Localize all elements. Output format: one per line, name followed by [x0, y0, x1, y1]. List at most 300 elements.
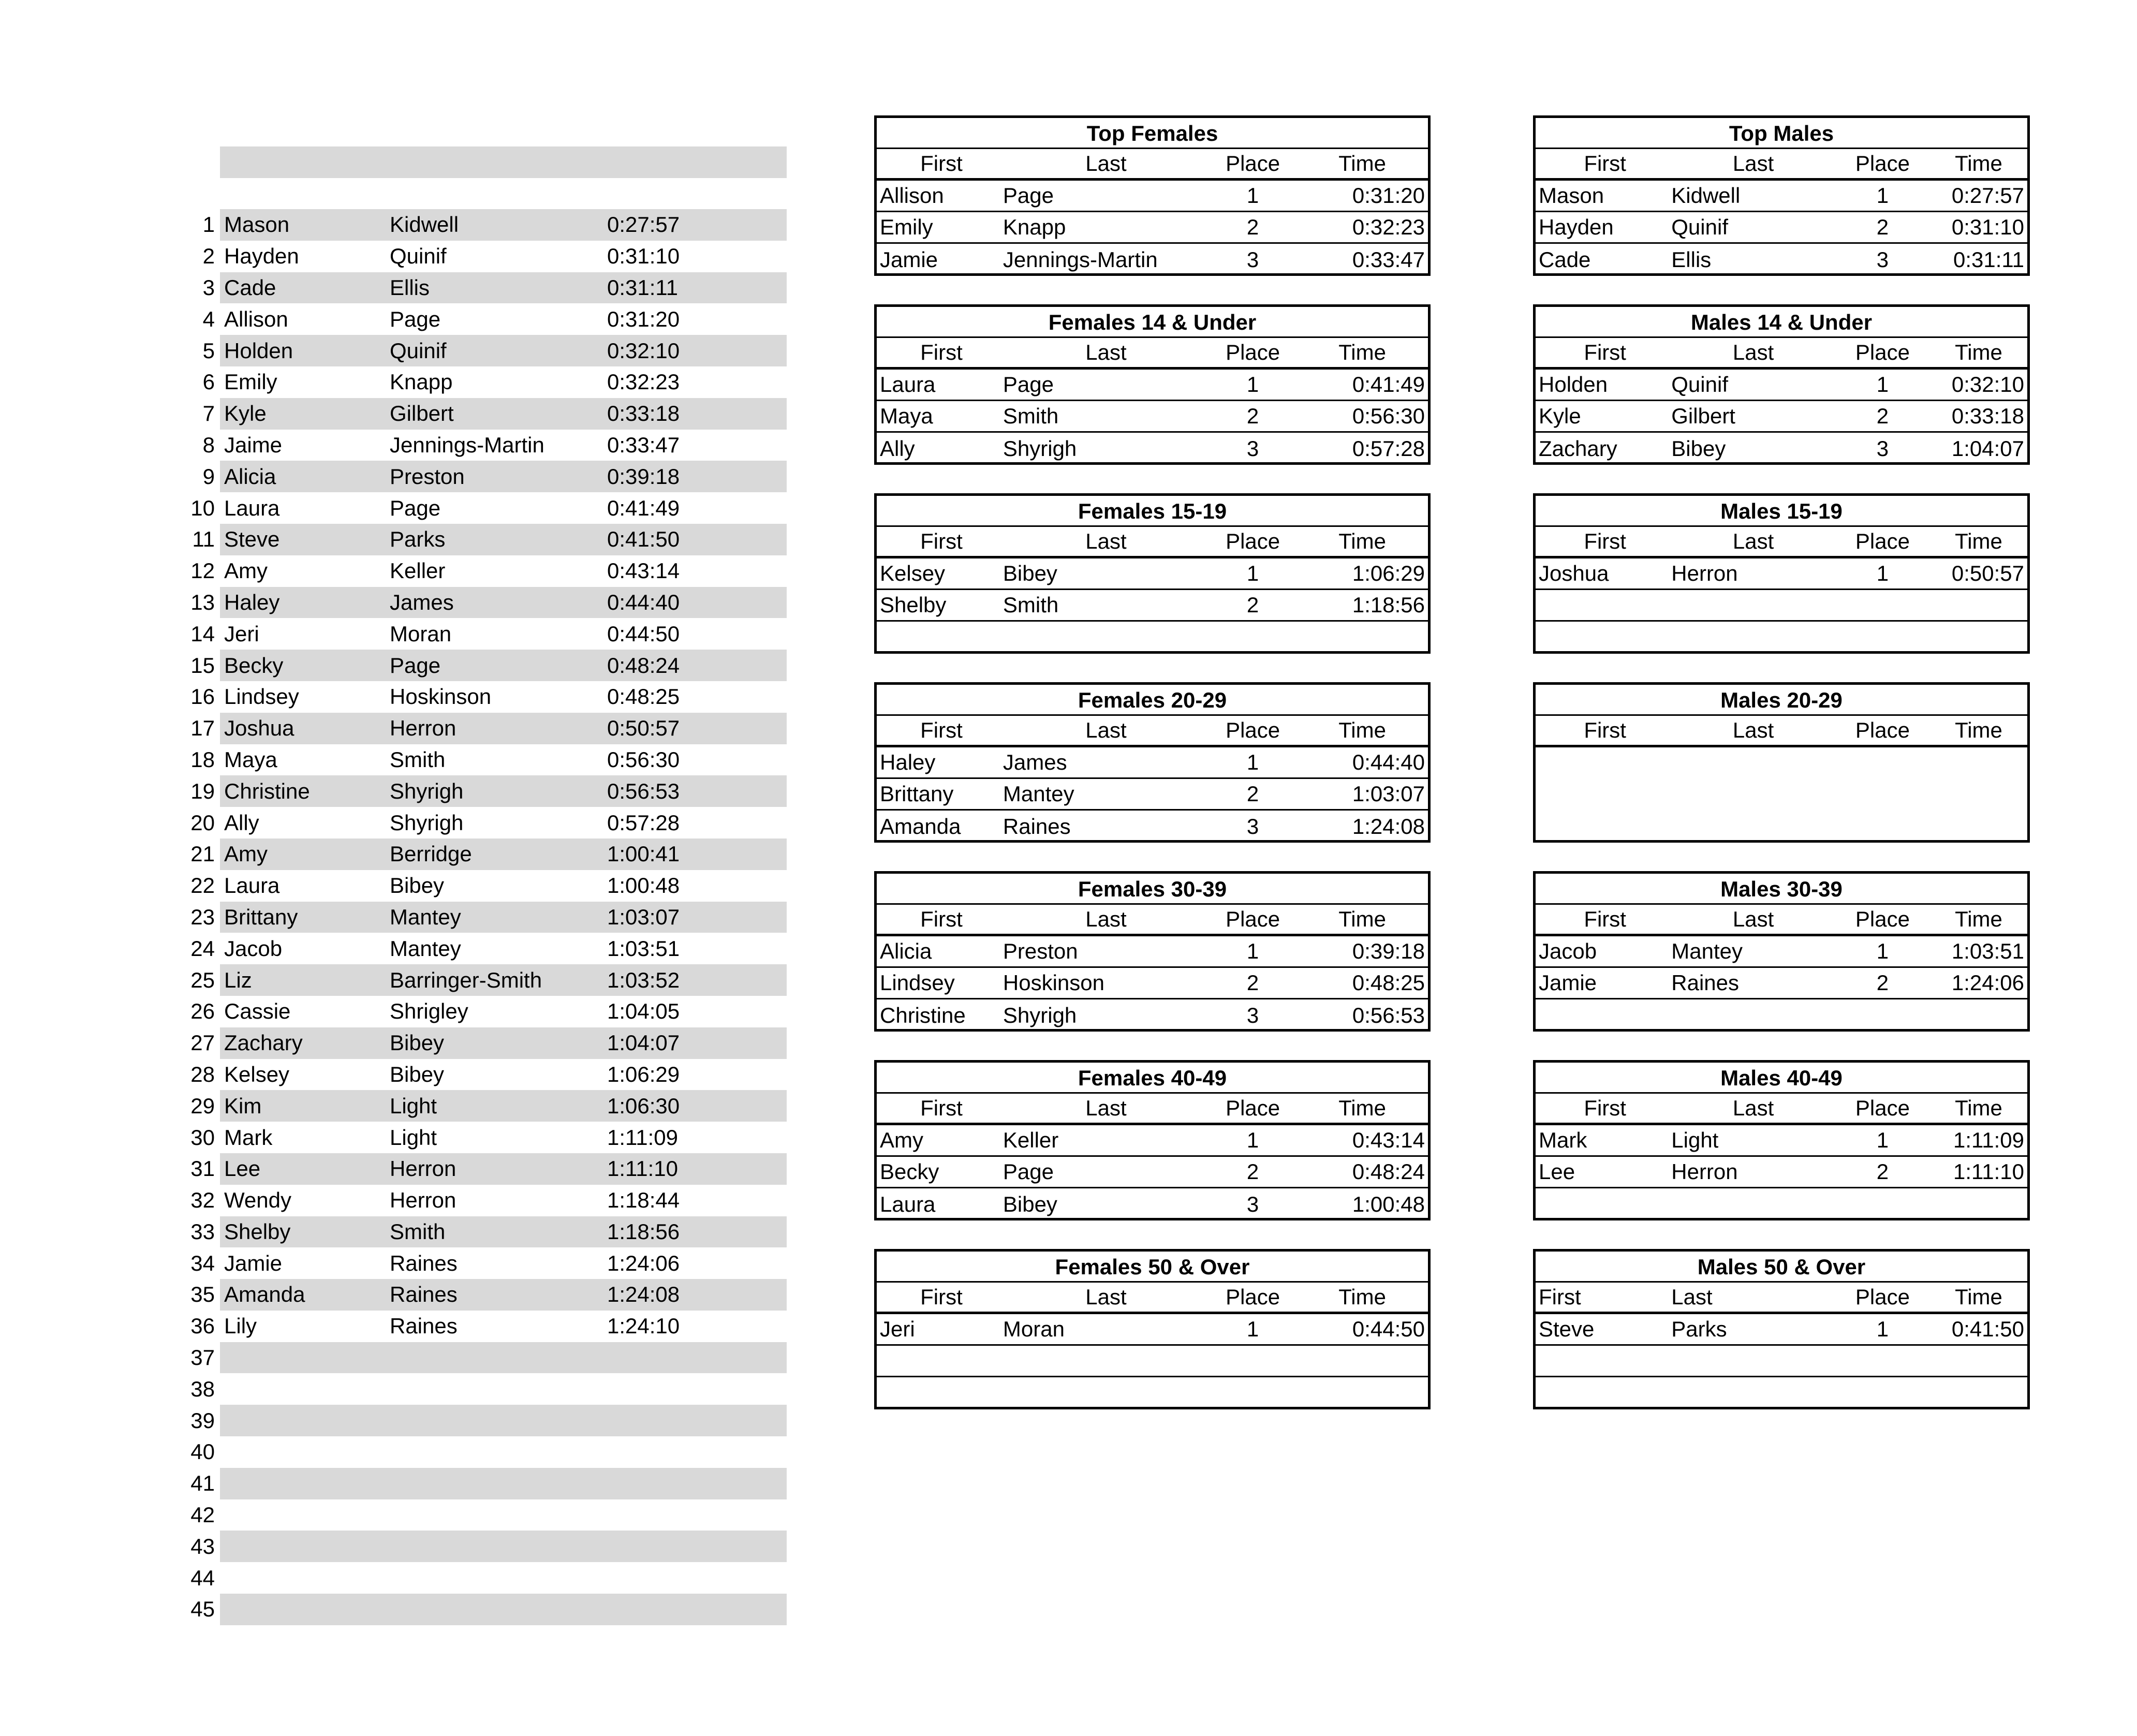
header-last: Last [1732, 151, 1774, 175]
finish-time: 0:41:49 [607, 495, 680, 520]
first-name: Emily [880, 215, 933, 239]
place: 1 [1246, 561, 1259, 585]
finish-time: 0:44:40 [607, 590, 680, 614]
finish-time: 0:27:57 [607, 212, 680, 237]
first-name: Christine [224, 778, 310, 803]
last-name: Shyrigh [390, 810, 464, 835]
category-title: Males 20-29 [1536, 685, 2027, 716]
place-number: 43 [190, 1534, 215, 1558]
place: 1 [1246, 750, 1259, 774]
header-first: First [920, 151, 963, 175]
first-name: Mason [224, 212, 290, 237]
place-number: 25 [190, 967, 215, 992]
table-row [173, 996, 787, 1027]
last-name: Ellis [390, 275, 430, 300]
place-number: 44 [190, 1565, 215, 1590]
table-row [173, 1594, 787, 1625]
last-name: Herron [1671, 561, 1738, 585]
first-name: Amy [880, 1128, 923, 1152]
place-number: 33 [190, 1219, 215, 1244]
last-name: Mantey [390, 904, 461, 929]
header-place: Place [1226, 718, 1280, 742]
header-place: Place [1855, 907, 1910, 931]
table-row [877, 999, 1428, 1031]
header-last: Last [1732, 340, 1774, 364]
last-name: Gilbert [390, 401, 454, 426]
place: 1 [1246, 183, 1259, 208]
finish-time: 0:56:53 [1352, 1003, 1425, 1027]
table-row [173, 272, 787, 304]
table-row [173, 1185, 787, 1216]
table-row [877, 212, 1428, 244]
last-name: Knapp [1003, 215, 1066, 239]
last-name: Quinif [1671, 372, 1728, 396]
finish-time: 0:31:11 [607, 275, 679, 300]
header-time: Time [1955, 718, 2002, 742]
last-name: Herron [390, 1188, 456, 1213]
table-row [1536, 622, 2027, 653]
finish-time: 1:00:41 [607, 842, 680, 866]
first-name: Zachary [1539, 436, 1617, 461]
table-row [173, 241, 787, 272]
table-row [877, 779, 1428, 811]
last-name: Page [390, 495, 441, 520]
category-table [874, 115, 1431, 276]
header-time: Time [1338, 529, 1386, 553]
table-row [1536, 1188, 2027, 1220]
finish-time: 0:44:50 [607, 621, 680, 646]
header-place: Place [1226, 1096, 1280, 1120]
table-row [173, 1216, 787, 1248]
finish-time: 1:24:06 [1951, 970, 2024, 995]
table-row [877, 936, 1428, 968]
header-last: Last [1085, 529, 1127, 553]
place-number: 8 [202, 432, 215, 457]
table-row [877, 747, 1428, 779]
last-name: Keller [390, 558, 446, 583]
category-title: Males 15-19 [1536, 496, 2027, 527]
first-name: Holden [1539, 372, 1608, 396]
finish-time: 1:24:10 [607, 1314, 680, 1338]
header-time: Time [1955, 151, 2002, 175]
place-number: 32 [190, 1188, 215, 1213]
table-row [173, 1122, 787, 1153]
place: 2 [1246, 593, 1259, 617]
table-row [1536, 968, 2027, 999]
place: 3 [1246, 436, 1259, 461]
header-row [1536, 149, 2027, 181]
last-name: Light [390, 1093, 437, 1118]
header-last: Last [1671, 1285, 1713, 1309]
last-name: Berridge [390, 842, 472, 866]
finish-time: 0:41:49 [1352, 372, 1425, 396]
category-title: Males 14 & Under [1536, 307, 2027, 338]
first-name: Kelsey [880, 561, 946, 585]
first-name: Emily [224, 370, 277, 394]
first-name: Jeri [880, 1317, 915, 1341]
place: 2 [1876, 215, 1889, 239]
header-place: Place [1855, 340, 1910, 364]
last-name: Jennings-Martin [390, 432, 544, 457]
table-row [877, 401, 1428, 433]
finish-time: 1:04:05 [607, 999, 680, 1024]
first-name: Jamie [1539, 970, 1597, 995]
last-name: Smith [390, 747, 446, 772]
first-name: Jamie [880, 247, 938, 272]
place-number: 34 [190, 1250, 215, 1275]
place: 3 [1246, 814, 1259, 838]
header-last: Last [1732, 907, 1774, 931]
first-name: Hayden [224, 244, 299, 269]
finish-time: 1:03:52 [607, 967, 680, 992]
place-number: 5 [202, 338, 215, 363]
first-name: Lee [1539, 1159, 1575, 1184]
first-name: Jacob [1539, 939, 1597, 963]
table-row [173, 902, 787, 933]
header-last: Last [1732, 1096, 1774, 1120]
header-first: First [920, 1096, 963, 1120]
last-name: Herron [390, 716, 456, 741]
place-number: 31 [190, 1156, 215, 1181]
place: 3 [1246, 1191, 1259, 1216]
place-number: 36 [190, 1314, 215, 1338]
place-number: 28 [190, 1062, 215, 1086]
header-row [1536, 716, 2027, 747]
place-number: 19 [190, 778, 215, 803]
place: 2 [1876, 970, 1889, 995]
finish-time: 1:24:08 [1352, 814, 1425, 838]
table-row [173, 1405, 787, 1436]
table-row [1536, 212, 2027, 244]
header-last: Last [1085, 718, 1127, 742]
place-number: 2 [202, 244, 215, 269]
finish-time: 1:00:48 [607, 873, 680, 898]
header-first: First [1539, 1285, 1581, 1309]
table-row [877, 1377, 1428, 1409]
first-name: Jamie [224, 1250, 283, 1275]
header-place: Place [1855, 151, 1910, 175]
table-row [173, 1059, 787, 1091]
last-name: Bibey [390, 1062, 445, 1086]
table-row [173, 870, 787, 902]
last-name: Page [1003, 372, 1054, 396]
place: 2 [1246, 215, 1259, 239]
finish-time: 0:48:24 [607, 653, 680, 678]
header-time: Time [1955, 529, 2002, 553]
last-name: Quinif [390, 244, 447, 269]
header-row [877, 149, 1428, 181]
header-row [877, 905, 1428, 936]
first-name: Kelsey [224, 1062, 290, 1086]
table-row [173, 366, 787, 398]
table-row [173, 744, 787, 776]
header-row [877, 338, 1428, 370]
last-name: James [1003, 750, 1067, 774]
table-row [1536, 181, 2027, 212]
finish-time: 1:18:44 [607, 1188, 680, 1213]
first-name: Kim [224, 1093, 262, 1118]
place-number: 16 [190, 684, 215, 709]
header-last: Last [1085, 1285, 1127, 1309]
first-name: Shelby [880, 593, 947, 617]
place: 3 [1876, 436, 1889, 461]
header-first: First [1584, 907, 1626, 931]
finish-time: 0:43:14 [607, 558, 680, 583]
place-number: 4 [202, 306, 215, 331]
table-row [173, 650, 787, 681]
category-table [1533, 304, 2030, 465]
category-table [1533, 115, 2030, 276]
category-title: Males 40-49 [1536, 1063, 2027, 1094]
first-name: Amanda [224, 1282, 305, 1307]
last-name: Raines [390, 1314, 458, 1338]
category-table [874, 493, 1431, 654]
first-name: Mason [1539, 183, 1604, 208]
category-table [1533, 871, 2030, 1032]
last-name: Keller [1003, 1128, 1059, 1152]
header-last: Last [1085, 340, 1127, 364]
place: 2 [1246, 1159, 1259, 1184]
finish-time: 1:04:07 [607, 1031, 680, 1055]
table-row [173, 524, 787, 555]
finish-time: 1:04:07 [1951, 436, 2024, 461]
table-row [173, 1153, 787, 1185]
last-name: Bibey [1003, 1191, 1057, 1216]
table-row [1536, 433, 2027, 464]
table-row [877, 1346, 1428, 1377]
place-number: 22 [190, 873, 215, 898]
header-place: Place [1855, 1285, 1910, 1309]
finish-time: 0:31:20 [607, 306, 680, 331]
table-row [173, 461, 787, 492]
first-name: Brittany [880, 782, 954, 806]
first-name: Hayden [1539, 215, 1614, 239]
finish-time: 1:03:51 [607, 936, 680, 961]
finish-time: 0:32:23 [1352, 215, 1425, 239]
last-name: James [390, 590, 454, 614]
first-name: Lindsey [224, 684, 299, 709]
last-name: Bibey [390, 873, 445, 898]
first-name: Lee [224, 1156, 261, 1181]
first-name: Laura [880, 1191, 936, 1216]
table-row [173, 964, 787, 996]
category-table [1533, 1060, 2030, 1220]
place: 1 [1876, 1317, 1889, 1341]
place-number: 21 [190, 842, 215, 866]
category-table [1533, 1249, 2030, 1409]
finish-time: 1:06:30 [607, 1093, 680, 1118]
finish-time: 0:41:50 [607, 527, 680, 552]
table-row [173, 1342, 787, 1374]
category-title: Females 40-49 [877, 1063, 1428, 1094]
finish-time: 0:50:57 [607, 716, 680, 741]
place-number: 12 [190, 558, 215, 583]
table-row [173, 1247, 787, 1279]
header-row [1536, 527, 2027, 558]
first-name: Alicia [224, 464, 276, 489]
first-name: Shelby [224, 1219, 291, 1244]
category-title: Females 30-39 [877, 874, 1428, 905]
first-name: Mark [1539, 1128, 1587, 1152]
first-name: Jeri [224, 621, 259, 646]
table-row [173, 1562, 787, 1594]
table-row [173, 555, 787, 587]
first-name: Amy [224, 842, 268, 866]
table-row [173, 1090, 787, 1122]
table-row [877, 181, 1428, 212]
finish-time: 1:11:10 [1953, 1159, 2024, 1184]
place: 1 [1246, 939, 1259, 963]
place: 1 [1246, 1128, 1259, 1152]
last-name: Raines [1671, 970, 1740, 995]
first-name: Liz [224, 967, 252, 992]
place-number: 17 [190, 716, 215, 741]
table-row [877, 1157, 1428, 1188]
table-row [877, 622, 1428, 653]
place-number: 6 [202, 370, 215, 394]
finish-time: 0:31:20 [1352, 183, 1425, 208]
header-time: Time [1338, 907, 1386, 931]
category-table [874, 682, 1431, 843]
place: 2 [1876, 1159, 1889, 1184]
table-row [877, 590, 1428, 622]
place: 1 [1876, 1128, 1889, 1152]
last-name: Kidwell [390, 212, 459, 237]
finish-time: 0:44:50 [1352, 1317, 1425, 1341]
finish-time: 0:39:18 [1352, 939, 1425, 963]
place-number: 37 [190, 1345, 215, 1370]
last-name: Herron [1671, 1159, 1738, 1184]
table-row [173, 838, 787, 870]
header-first: First [920, 907, 963, 931]
table-row [1536, 1125, 2027, 1157]
finish-time: 0:50:57 [1951, 561, 2024, 585]
last-name: Mantey [1671, 939, 1743, 963]
finish-time: 1:11:10 [607, 1156, 679, 1181]
finish-time: 0:57:28 [1352, 436, 1425, 461]
table-row [173, 1468, 787, 1499]
finish-time: 0:57:28 [607, 810, 680, 835]
category-title: Males 30-39 [1536, 874, 2027, 905]
finish-time: 0:31:11 [1953, 247, 2024, 272]
last-name: Light [390, 1125, 437, 1150]
table-row [877, 811, 1428, 842]
last-name: Hoskinson [1003, 970, 1104, 995]
last-name: Bibey [1671, 436, 1726, 461]
place-number: 3 [202, 275, 215, 300]
place-number: 7 [202, 401, 215, 426]
last-name: Page [1003, 183, 1054, 208]
last-name: Gilbert [1671, 404, 1735, 428]
place: 3 [1246, 1003, 1259, 1027]
category-table [874, 304, 1431, 465]
place-number: 26 [190, 999, 215, 1024]
finish-time: 0:56:30 [1352, 404, 1425, 428]
place-number: 41 [190, 1471, 215, 1496]
place-number: 15 [190, 653, 215, 678]
finish-time: 0:56:30 [607, 747, 680, 772]
table-row [1536, 590, 2027, 622]
header-row [1536, 338, 2027, 370]
last-name: Quinif [1671, 215, 1728, 239]
category-title: Females 20-29 [877, 685, 1428, 716]
header-first: First [1584, 340, 1626, 364]
finish-time: 1:18:56 [607, 1219, 680, 1244]
place-number: 38 [190, 1376, 215, 1401]
header-first: First [1584, 529, 1626, 553]
header-place: Place [1226, 151, 1280, 175]
header-time: Time [1338, 151, 1386, 175]
header-first: First [920, 340, 963, 364]
finish-time: 1:06:29 [607, 1062, 680, 1086]
last-name: Shyrigh [1003, 1003, 1077, 1027]
table-row [877, 1125, 1428, 1157]
first-name: Joshua [224, 716, 294, 741]
place-number: 18 [190, 747, 215, 772]
last-name: Barringer-Smith [390, 967, 542, 992]
header-first: First [1584, 1096, 1626, 1120]
place: 3 [1876, 247, 1889, 272]
first-name: Becky [880, 1159, 939, 1184]
finish-time: 0:48:25 [1352, 970, 1425, 995]
place-number: 13 [190, 590, 215, 614]
last-name: Smith [1003, 404, 1059, 428]
first-name: Laura [224, 873, 280, 898]
first-name: Holden [224, 338, 293, 363]
last-name: Preston [1003, 939, 1078, 963]
last-name: Shrigley [390, 999, 468, 1024]
finish-time: 0:33:47 [1352, 247, 1425, 272]
first-name: Mark [224, 1125, 273, 1150]
place-number: 24 [190, 936, 215, 961]
first-name: Laura [224, 495, 280, 520]
header-time: Time [1955, 1096, 2002, 1120]
header-time: Time [1338, 1096, 1386, 1120]
table-row [173, 775, 787, 807]
category-title: Top Females [877, 118, 1428, 149]
finish-time: 0:32:10 [607, 338, 680, 363]
first-name: Becky [224, 653, 284, 678]
place: 1 [1876, 939, 1889, 963]
table-row [877, 1314, 1428, 1346]
first-name: Maya [880, 404, 933, 428]
list-header-band [220, 146, 787, 178]
last-name: Herron [390, 1156, 456, 1181]
table-row [1536, 1314, 2027, 1346]
header-row [1536, 1283, 2027, 1314]
last-name: Bibey [1003, 561, 1057, 585]
first-name: Laura [880, 372, 936, 396]
first-name: Joshua [1539, 561, 1609, 585]
table-row [173, 1531, 787, 1562]
finish-time: 0:43:14 [1352, 1128, 1425, 1152]
finish-time: 0:56:53 [607, 778, 680, 803]
first-name: Cade [224, 275, 276, 300]
category-table [1533, 682, 2030, 843]
first-name: Christine [880, 1003, 966, 1027]
category-table [874, 1060, 1431, 1220]
place-number: 14 [190, 621, 215, 646]
last-name: Jennings-Martin [1003, 247, 1158, 272]
header-row [1536, 1094, 2027, 1125]
finish-time: 1:06:29 [1352, 561, 1425, 585]
header-row [877, 527, 1428, 558]
first-name: Alicia [880, 939, 932, 963]
last-name: Page [1003, 1159, 1054, 1184]
first-name: Cassie [224, 999, 291, 1024]
first-name: Haley [880, 750, 936, 774]
place-number: 1 [202, 212, 215, 237]
